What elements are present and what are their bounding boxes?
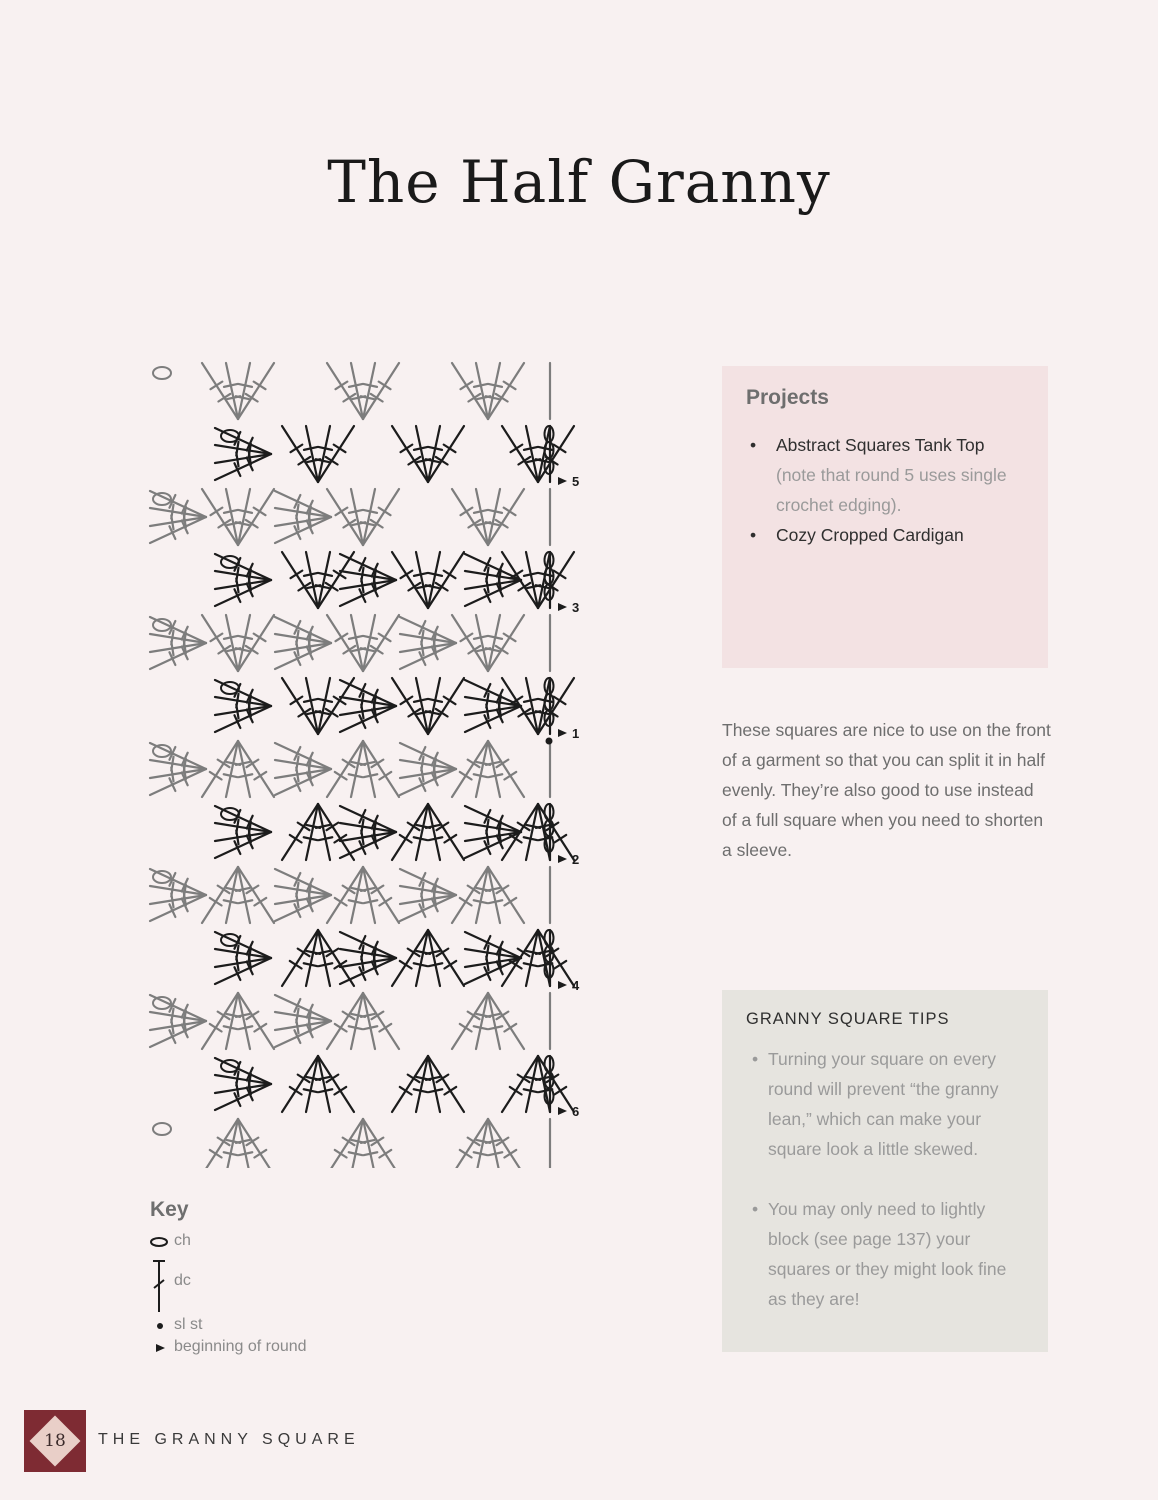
stitch-bar [437,1075,449,1083]
stitch-bar [335,1150,347,1158]
stitch-bar [524,573,538,576]
round-start-arrow [558,729,567,737]
stitch-bar [336,634,348,642]
stitch-bar [335,1024,347,1032]
stitch-bar [224,636,238,639]
stitch-bar [361,704,363,718]
stitch-bar [372,886,384,894]
stitch-bar [236,1140,250,1143]
stitch-bar [304,963,318,966]
stitch-bar [296,893,298,907]
stitch-bar [504,382,516,390]
round-label: 3 [572,600,580,615]
stitch-bar [304,699,318,702]
stitch-bar [335,772,347,780]
stitch-bar [210,1150,222,1158]
stitch-bar [489,774,503,777]
projects-box [722,366,1048,668]
stitch-bar [236,704,238,718]
key-item-dc [150,1258,450,1314]
stitch-bar [296,515,298,529]
stitch-bar [171,893,173,907]
stitch-bar [290,1087,302,1095]
stitch-bar [401,697,413,705]
stitch-bar [504,634,516,642]
round-label: 1 [572,726,580,741]
stitch-bar [444,961,456,969]
stitch-bar [474,1026,488,1029]
stitch-bar [349,774,363,777]
stitch-bar [554,697,566,705]
stitch-bar [428,699,442,702]
stitch-bar [504,772,516,780]
stitch-bar [474,1152,488,1155]
stitch-bar [379,1150,391,1158]
stitch-bar [239,900,253,903]
stitch-bar [486,1014,500,1017]
stitch-bar [343,1138,355,1146]
stitch-bar [504,1024,516,1032]
tips-box [722,990,1048,1352]
list-item [746,520,1036,550]
stitch-bar [554,835,566,843]
stitch-bar [437,823,449,831]
stitch-bar [486,888,500,891]
stitch-bar [372,1012,384,1020]
stitch-bar [444,835,456,843]
stitch-bar [335,898,347,906]
page-footer [24,1410,444,1474]
stitch-bar [236,522,250,525]
key-item-beginning [150,1336,450,1360]
key-label-beginning: beginning of round [174,1338,307,1355]
stitch-bar [254,634,266,642]
stitch-bar [489,900,503,903]
round-label: 6 [572,1104,580,1119]
stitch-bar [401,571,413,579]
stitch-bar [488,384,502,387]
stitch-bar [254,508,266,516]
stitch-bar [304,447,318,450]
stitch-bar [408,823,420,831]
stitch-bar [444,1087,456,1095]
stitch-bar [239,1152,253,1155]
projects-heading: Projects [746,386,829,409]
stitch-bar [426,459,440,462]
stitch-bar [349,1026,363,1029]
page-number-badge [24,1410,86,1472]
projects-list [746,430,1036,550]
stitch-bar [224,774,238,777]
page-number: 18 [44,1431,66,1451]
stitch-bar [361,956,363,970]
stitch-bar [497,886,509,894]
stitch-bar [474,636,488,639]
stitch-bar [428,447,442,450]
arrow-icon [150,1336,170,1360]
stitch-bar [429,1089,443,1092]
stitch-bar [319,1089,333,1092]
stitch-bar [400,961,412,969]
stitch-bar [421,767,423,781]
stitch-bar [236,648,250,651]
stitch-bar [171,515,173,529]
stitch-bar [334,445,346,453]
stitch-bar [318,699,332,702]
crochet-chart-diagram [140,358,600,1168]
slst-stitch [546,738,553,745]
project-link-cardigan[interactable]: Cozy Cropped Cardigan [776,525,964,545]
stitch-bar [327,1075,339,1083]
stitch-bar [518,823,530,831]
stitch-bar [254,382,266,390]
stitch-bar [363,636,377,639]
stitch-bar [171,1019,173,1033]
round-start-arrow [558,477,567,485]
stitch-bar [254,898,266,906]
stitch-bar [343,760,355,768]
stitch-bar [247,1012,259,1020]
stitch-bar [486,522,500,525]
stitch-bar [486,762,500,765]
stitch-bar [291,445,303,453]
stitch-bar [504,1150,516,1158]
stitch-bar [254,772,266,780]
round-start-arrow [558,603,567,611]
stitch-bar [486,1140,500,1143]
stitch-bar [468,760,480,768]
stitch-bar [414,573,428,576]
stitch-bar [524,963,538,966]
stitch-bar [488,636,502,639]
stitch-bar [224,510,238,513]
stitch-bar [426,951,440,954]
stitch-bar [414,699,428,702]
stitch-bar [414,447,428,450]
stitch-bar [486,648,500,651]
dc-icon [150,1258,170,1314]
stitch-bar [474,900,488,903]
stitch-bar [171,767,173,781]
stitch-bar [361,888,375,891]
stitch-bar [426,825,440,828]
stitch-bar [349,1152,363,1155]
stitch-bar [211,634,223,642]
round-start-arrow [558,1107,567,1115]
stitch-bar [218,1138,230,1146]
key-legend [150,1198,450,1363]
stitch-bar [316,711,330,714]
stitch-bar [238,636,252,639]
stitch-bar [364,774,378,777]
stitch-bar [296,767,298,781]
stitch-bar [363,510,377,513]
stitch-bar [316,585,330,588]
stitch-bar [468,1138,480,1146]
stitch-bar [461,634,473,642]
stitch-bar [504,508,516,516]
stitch-bar [290,961,302,969]
project-note: (note that round 5 uses single crochet edging). [776,465,1007,515]
stitch-bar [224,1152,238,1155]
stitch-bar [304,837,318,840]
stitch-bar [372,760,384,768]
stitch-bar [379,772,391,780]
stitch-bar [379,634,391,642]
stitch-bar [254,1150,266,1158]
stitch-bar [171,641,173,655]
stitch-bar [486,396,500,399]
stitch-bar [518,949,530,957]
stitch-bar [361,1014,375,1017]
stitch-bar [361,522,375,525]
stitch-bar [554,961,566,969]
stitch-bar [218,886,230,894]
stitch-bar [361,396,375,399]
stitch-bar [400,1087,412,1095]
stitch-bar [349,900,363,903]
stitch-bar [239,774,253,777]
stitch-bar [497,760,509,768]
stitch-bar [518,1075,530,1083]
stitch-bar [236,888,250,891]
stitch-bar [361,648,375,651]
stitch-bar [489,1026,503,1029]
stitch-bar [316,459,330,462]
stitch-bar [327,823,339,831]
stitch-bar [298,823,310,831]
stitch-bar [400,835,412,843]
stitch-bar [372,1138,384,1146]
stitch-bar [291,697,303,705]
stitch-bar [468,1012,480,1020]
stitch-bar [318,447,332,450]
list-item [746,430,1036,520]
stitch-bar [361,578,363,592]
stitch-bar [421,641,423,655]
book-title: THE GRANNY SQUARE [98,1431,360,1448]
stitch-bar [460,1024,472,1032]
stitch-bar [316,951,330,954]
stitch-bar [211,382,223,390]
stitch-bar [291,571,303,579]
stitch-bar [460,898,472,906]
stitch-bar [524,837,538,840]
round-label: 5 [572,474,580,489]
stitch-bar [218,760,230,768]
stitch-bar [536,825,550,828]
key-label-dc: dc [174,1272,191,1289]
stitch-bar [334,1087,346,1095]
stitch-bar [349,384,363,387]
stitch-bar [224,384,238,387]
stitch-bar [304,573,318,576]
stitch-bar [327,949,339,957]
stitch-bar [298,1075,310,1083]
stitch-bar [336,508,348,516]
stitch-bar [236,830,238,844]
stitch-bar [426,585,440,588]
stitch-bar [364,1026,378,1029]
stitch-bar [296,1019,298,1033]
stitch-bar [254,1024,266,1032]
stitch-bar [298,949,310,957]
stitch-bar [554,1087,566,1095]
list-item: • You may only need to lightly block (see page 137) your squares or they might look fine as they are! [752,1194,1022,1314]
stitch-bar [349,636,363,639]
stitch-bar [486,830,488,844]
stitch-bar [444,697,456,705]
round-label: 4 [572,978,580,993]
stitch-bar [497,1012,509,1020]
stitch-bar [363,384,377,387]
stitch-bar [236,396,250,399]
crochet-chart [140,358,600,1168]
tips-heading: GRANNY SQUARE TIPS [746,1010,950,1028]
stitch-bar [504,898,516,906]
stitch-bar [316,825,330,828]
ch-icon [150,1230,170,1254]
stitch-bar [236,578,238,592]
stitch-bar [414,963,428,966]
stitch-bar [236,762,250,765]
stitch-bar [236,1014,250,1017]
key-title: Key [150,1198,189,1221]
stitch-bar [210,898,222,906]
list-item: • Turning your square on every round will prevent “the granny lean,” which can make your square look a little skewed. [752,1044,1022,1164]
stitch-bar [316,1077,330,1080]
stitch-bar [489,1152,503,1155]
stitch-bar [247,886,259,894]
stitch-bar [319,963,333,966]
stitch-bar [444,571,456,579]
stitch-bar [426,1077,440,1080]
tips-list [752,1044,1022,1344]
stitch-bar [349,510,363,513]
stitch-bar [218,1012,230,1020]
stitch-bar [474,384,488,387]
stitch-bar [486,704,488,718]
stitch-bar [296,641,298,655]
stitch-bar [304,1089,318,1092]
stitch-bar [364,1152,378,1155]
stitch-bar [461,382,473,390]
stitch-bar [379,508,391,516]
ch-stitch [153,1123,171,1135]
key-label-slst: sl st [174,1316,203,1333]
slst-icon [150,1314,170,1338]
stitch-bar [361,1140,375,1143]
stitch-bar [437,949,449,957]
stitch-bar [460,772,472,780]
stitch-bar [379,382,391,390]
stitch-bar [524,447,538,450]
stitch-bar [401,445,413,453]
stitch-bar [486,956,488,970]
stitch-bar [468,886,480,894]
stitch-bar [361,830,363,844]
stitch-bar [210,772,222,780]
stitch-bar [474,774,488,777]
stitch-bar [247,760,259,768]
stitch-bar [336,382,348,390]
stitch-bar [408,1075,420,1083]
stitch-bar [421,893,423,907]
stitch-bar [379,1024,391,1032]
stitch-bar [524,699,538,702]
stitch-bar [290,835,302,843]
key-label-ch: ch [174,1232,191,1249]
stitch-bar [224,900,238,903]
page-title: The Half Granny [327,148,831,216]
stitch-bar [414,837,428,840]
stitch-bar [247,1138,259,1146]
stitch-bar [318,573,332,576]
stitch-bar [236,452,238,466]
stitch-bar [444,445,456,453]
stitch-bar [343,1012,355,1020]
round-start-arrow [558,981,567,989]
stitch-bar [429,837,443,840]
stitch-bar [536,1077,550,1080]
stitch-bar [426,711,440,714]
stitch-bar [474,510,488,513]
stitch-bar [239,1026,253,1029]
stitch-bar [460,1150,472,1158]
key-item-ch [150,1230,450,1254]
key-item-slst [150,1314,450,1338]
project-link-tank-top[interactable]: Abstract Squares Tank Top [776,435,985,455]
round-start-arrow [558,855,567,863]
stitch-bar [361,762,375,765]
stitch-bar [319,837,333,840]
stitch-bar [408,949,420,957]
stitch-bar [486,578,488,592]
stitch-bar [414,1089,428,1092]
stitch-bar [210,1024,222,1032]
stitch-bar [364,900,378,903]
stitch-bar [238,384,252,387]
stitch-bar [238,510,252,513]
stitch-bar [224,1026,238,1029]
stitch-bar [524,1089,538,1092]
ch-stitch [153,367,171,379]
stitch-bar [488,510,502,513]
stitch-bar [236,1082,238,1096]
description-text: These squares are nice to use on the front of a garment so that you can split it in half evenly. They’re also good to use instead of a full square when you need to shorten a sleeve. [722,719,1051,860]
stitch-bar [511,445,523,453]
stitch-bar [429,963,443,966]
stitch-bar [379,898,391,906]
stitch-bar [510,1087,522,1095]
stitch-bar [428,573,442,576]
stitch-bar [536,951,550,954]
stitch-bar [236,956,238,970]
round-label: 2 [572,852,580,867]
stitch-bar [554,571,566,579]
stitch-bar [211,508,223,516]
stitch-bar [497,1138,509,1146]
stitch-bar [461,508,473,516]
stitch-bar [343,886,355,894]
stitch-bar [554,445,566,453]
